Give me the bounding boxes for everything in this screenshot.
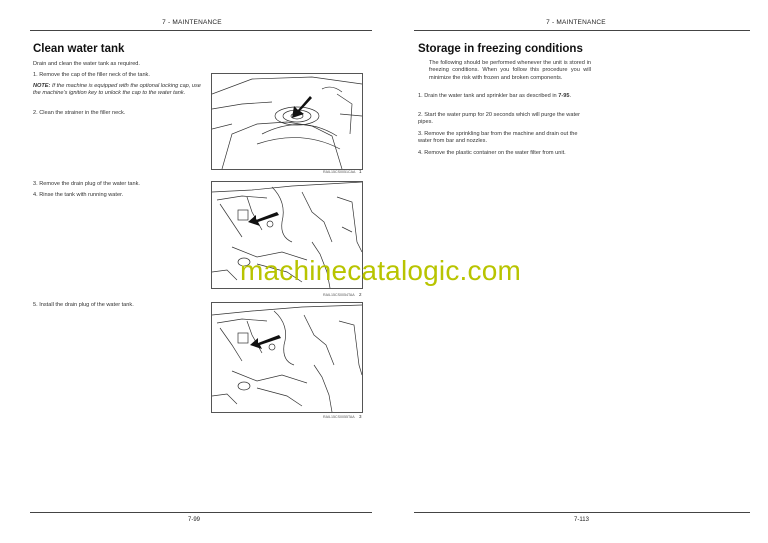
storage-intro: The following should be performed whenever the unit is stored in freezing conditions. When you follow this procedure you will minimize the risk with frozen and broken components. — [429, 60, 591, 81]
step-3: 3. Remove the drain plug of the water tank. — [33, 181, 140, 187]
storage-step-1-text: 1. Drain the water tank and sprinkler bar as described in — [418, 93, 559, 99]
left-footer-rule — [30, 512, 372, 513]
figure-3-drawing — [212, 303, 362, 412]
storage-step-1-end: . — [569, 93, 571, 99]
figure-1-code: RAIL15CS0051CAA — [323, 170, 356, 174]
step-1: 1. Remove the cap of the filler neck of the tank. — [33, 72, 150, 78]
storage-step-4: 4. Remove the plastic container on the water filter from unit. — [418, 150, 566, 156]
intro-text: Drain and clean the water tank as required. — [33, 61, 140, 67]
right-page-header: 7 - MAINTENANCE — [546, 19, 606, 26]
right-header-rule — [414, 30, 750, 31]
note-label: NOTE: — [33, 83, 51, 89]
left-header-rule — [30, 30, 372, 31]
right-page-number: 7-113 — [574, 517, 589, 523]
figure-3-number: 3 — [359, 414, 362, 419]
step-4: 4. Rinse the tank with running water. — [33, 192, 124, 198]
figure-1-drawing — [212, 74, 362, 169]
figure-3-code: RAIL15CS0055TAA — [323, 415, 355, 419]
step-2: 2. Clean the strainer in the filler neck. — [33, 110, 126, 116]
left-page-number: 7-99 — [188, 517, 201, 523]
right-footer-rule — [414, 512, 750, 513]
note-text — [33, 83, 201, 98]
storage-freezing-title: Storage in freezing conditions — [418, 43, 583, 55]
step-5: 5. Install the drain plug of the water tank. — [33, 302, 134, 308]
figure-2-code: RAIL15CS0054TAA — [323, 293, 355, 297]
storage-step-1 — [418, 93, 591, 100]
left-page-header: 7 - MAINTENANCE — [162, 19, 222, 26]
note-body: If the machine is equipped with the optional locking cap, use the machine’s ignition key to unlock the cap to the water tank. — [33, 83, 201, 97]
storage-step-3: 3. Remove the sprinkling bar from the machine and drain out the water from bar and nozzles. — [418, 131, 578, 145]
clean-water-tank-title: Clean water tank — [33, 43, 125, 55]
figure-2-number: 2 — [359, 292, 362, 297]
storage-step-1-ref[interactable]: 7-95 — [558, 93, 570, 99]
figure-1-number: 1 — [359, 169, 362, 174]
storage-step-2: 2. Start the water pump for 20 seconds which will purge the water pipes. — [418, 112, 580, 126]
figure-1-filler-cap — [211, 73, 363, 170]
watermark-text: machinecatalogic.com — [240, 255, 522, 286]
figure-3-drain-plug — [211, 302, 363, 413]
